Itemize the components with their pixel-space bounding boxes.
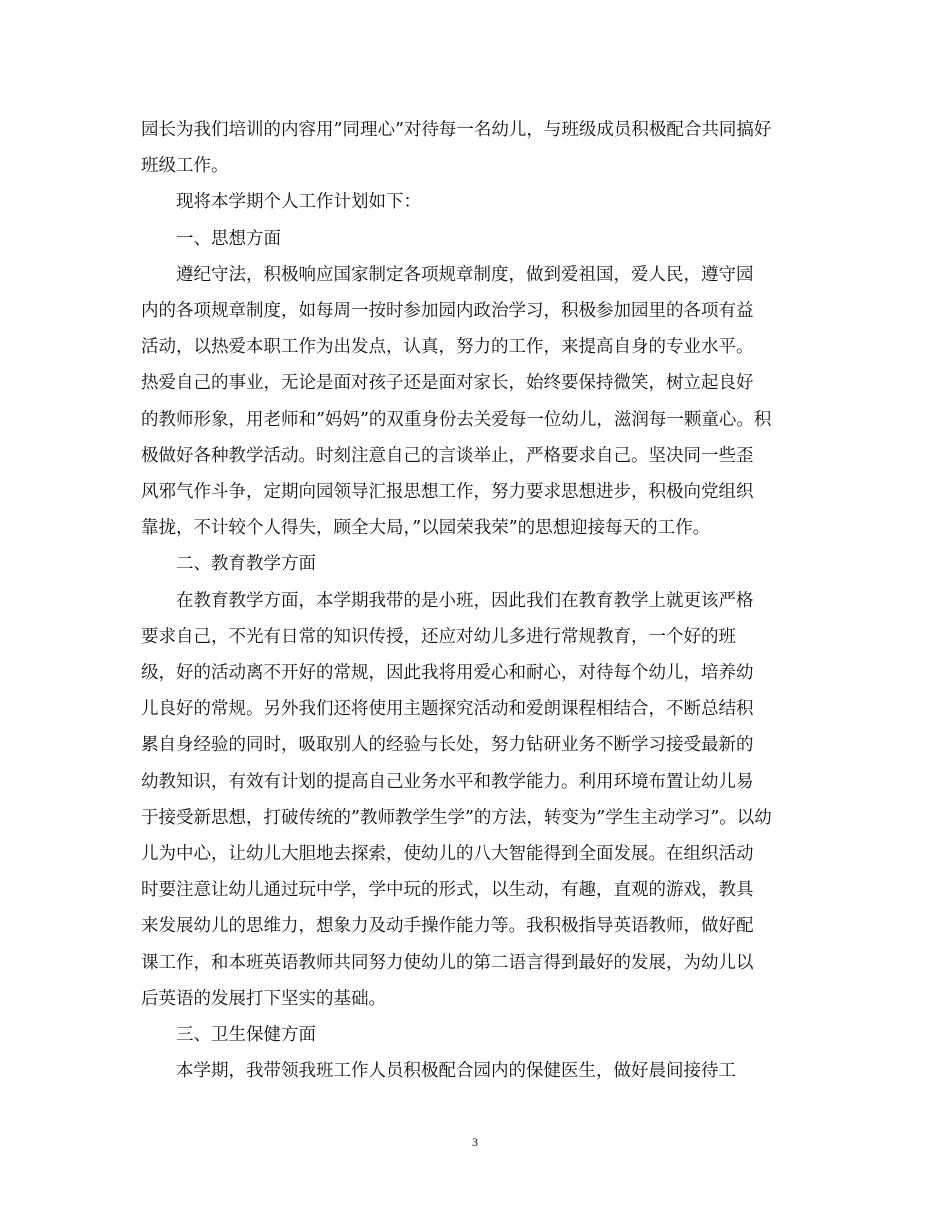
text-line: 内的各项规章制度，如每周一按时参加园内政治学习，积极参加园里的各项有益 bbox=[141, 301, 754, 322]
text-line: 课工作，和本班英语教师共同努力使幼儿的第二语言得到最好的发展，为幼儿以 bbox=[141, 952, 754, 973]
text-line: 儿为中心，让幼儿大胆地去探索，使幼儿的八大智能得到全面发展。在组织活动 bbox=[141, 844, 754, 865]
heading-text: 一、思想方面 bbox=[176, 228, 281, 249]
text-line: 极做好各种教学活动。时刻注意自己的言谈举止，严格要求自己。坚决同一些歪 bbox=[141, 445, 754, 466]
paragraph-health bbox=[141, 1053, 811, 1089]
text-line: 儿良好的常规。另外我们还将使用主题探究活动和爱朗课程相结合，不断总结积 bbox=[141, 699, 754, 720]
text-line: 风邪气作斗争，定期向园领导汇报思想工作，努力要求思想进步，积极向党组织 bbox=[141, 482, 754, 503]
text-line: 幼教知识，有效有计划的提高自己业务水平和教学能力。利用环境布置让幼儿易 bbox=[141, 771, 754, 792]
section-heading-teaching bbox=[141, 546, 811, 582]
text-line: 班级工作。 bbox=[141, 156, 229, 177]
text-line: 后英语的发展打下坚实的基础。 bbox=[141, 988, 386, 1009]
text-line: 本学期，我带领我班工作人员积极配合园内的保健医生，做好晨间接待工 bbox=[176, 1061, 736, 1082]
text-line: 热爱自己的事业，无论是面对孩子还是面对家长，始终要保持微笑，树立起良好 bbox=[141, 373, 754, 394]
text-line: 累自身经验的同时，吸取别人的经验与长处，努力钻研业务不断学习接受最新的 bbox=[141, 735, 754, 756]
text-line: 要求自己，不光有日常的知识传授，还应对幼儿多进行常规教育，一个好的班 bbox=[141, 626, 736, 647]
text-line: 在教育教学方面，本学期我带的是小班，因此我们在教育教学上就更该严格 bbox=[176, 590, 754, 611]
heading-text: 三、卫生保健方面 bbox=[176, 1025, 316, 1046]
section-heading-ideology bbox=[141, 221, 811, 257]
paragraph-continuation bbox=[141, 112, 811, 184]
text-line: 活动，以热爱本职工作为出发点，认真，努力的工作，来提高自身的专业水平。 bbox=[141, 337, 754, 358]
paragraph-intro bbox=[141, 184, 811, 220]
text-line: 级，好的活动离不开好的常规，因此我将用爱心和耐心，对待每个幼儿，培养幼 bbox=[141, 663, 754, 684]
text-line: 的教师形象，用老师和”妈妈”的双重身份去关爱每一位幼儿，滋润每一颗童心。积 bbox=[141, 409, 772, 430]
text-line: 靠拢，不计较个人得失，顾全大局，”以园荣我荣”的思想迎接每天的工作。 bbox=[141, 518, 711, 539]
text-line: 园长为我们培训的内容用”同理心”对待每一名幼儿，与班级成员积极配合共同搞好 bbox=[141, 120, 772, 140]
paragraph-ideology bbox=[141, 257, 811, 547]
text-line: 来发展幼儿的思维力，想象力及动手操作能力等。我积极指导英语教师，做好配 bbox=[141, 916, 754, 937]
text-line: 遵纪守法，积极响应国家制定各项规章制度，做到爱祖国，爱人民，遵守园 bbox=[176, 264, 754, 285]
text-line: 于接受新思想，打破传统的”教师教学生学”的方法，转变为”学生主动学习”。以幼 bbox=[141, 807, 772, 828]
heading-text: 二、教育教学方面 bbox=[176, 554, 316, 575]
text-line: 现将本学期个人工作计划如下： bbox=[176, 192, 421, 213]
text-line: 时要注意让幼儿通过玩中学，学中玩的形式，以生动，有趣，直观的游戏，教具 bbox=[141, 880, 754, 901]
document-body bbox=[141, 112, 811, 1089]
section-heading-health bbox=[141, 1017, 811, 1053]
page-number: 3 bbox=[472, 1135, 478, 1149]
paragraph-teaching bbox=[141, 583, 811, 1017]
